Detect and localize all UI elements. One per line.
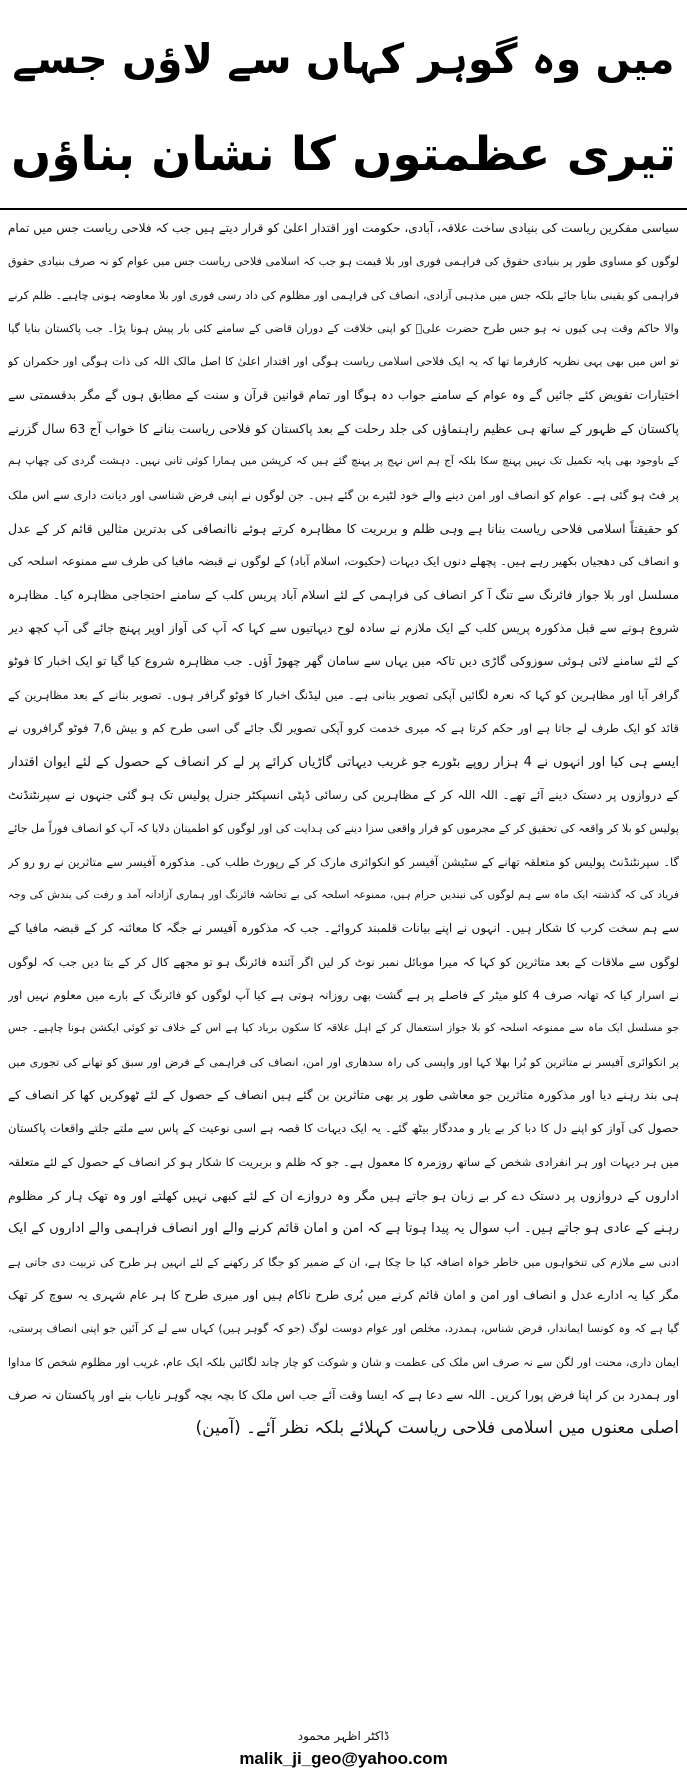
article-line: اداروں کے دروازوں پر دستک دے کر بے زبان ہو جاتے ہیں مگر وہ دروازے ان کے لئے کبھی نہیں کھلتے اور وہ تھک ہار کر مظلوم	[8, 1187, 679, 1203]
article-line: لوگوں سے ملاقات کے بعد متاثرین کو کہا کہ میرا موبائل نمبر نوٹ کر لیں اگر آئندہ فائرنگ ہو تو مجھے کال کر کے بتا دیں جب کہ لوگوں	[8, 954, 679, 969]
article-line: قائد کو ایک طرف لے جاتا ہے اور حکم کرتا ہے کہ میری خدمت کرو آپکی تصویر لگ جائے گی اسی طرح کم و بیش 7,6 فوٹو گرافروں نے	[8, 721, 679, 736]
headline-line-1: میں وہ گوہر کہاں سے لاؤں جسے	[12, 35, 675, 83]
article-line: کے لئے سامنے لائی ہوئی سوزوکی گاڑی دیں تاکہ میں یہاں سے سامان گھر چھوڑ آؤں۔ جب مظاہرہ شروع کیا گیا تو ایک اخبار کا فوٹو	[8, 654, 679, 669]
article-line: مسلسل اور بلا جواز فائرنگ سے تنگ آ کر انصاف کی فراہمی کے لئے اسلام آباد پریس کلب کے سامنے احتجاجی مظاہرہ کیا۔ مظاہرہ	[8, 587, 679, 602]
article-line: کو حقیقتاً اسلامی فلاحی ریاست بنانا ہے وہی ظلم و بربریت کا مظاہرہ کرتے ہوئے ناانصافی کی بدترین مثالیں قائم کر کے عدل	[8, 521, 679, 537]
article-line: گیا ہے کہ وہ کونسا ایماندار، فرض شناس، ہمدرد، مخلص اور عوام دوست لوگ (جو کہ گوہر ہیں) کہاں سے لے کر آئیں جو اپنی انصاف پرستی،	[8, 1322, 679, 1336]
author-email[interactable]: malik_ji_geo@yahoo.com	[239, 1749, 448, 1768]
article-line: میں ہر دیہات اور ہر انفرادی شخص کے ساتھ روزمرہ کا معمول ہے۔ جو کہ ظلم و بربریت کا شکار ہو کر انصاف کے حصول کے لئے متعلقہ	[8, 1154, 679, 1169]
article-line: و انصاف کی دھجیاں بکھیر رہے ہیں۔ پچھلے دنوں ایک دیہات (حکیوت، اسلام آباد) کے لوگوں نے قبضہ مافیا کی طرف سے ممنوعہ اسلحہ کی	[8, 554, 679, 569]
article-line: اختیارات تفویض کئے جائیں گے وہ عوام کے سامنے جواب دہ ہوگا اور تمام قوانین قرآن و سنت کے مطابق ہوں گے مگر بدقسمتی سے	[8, 387, 679, 402]
article-line: ادنی سے ملازم کی تنخواہوں میں خاطر خواہ اضافہ کیا جا چکا ہے، ان کے ضمیر کو جگا کر رکھنے کے لئے انہیں ہر طرح کی تربیت دی جاتی ہے	[8, 1255, 679, 1269]
article-line: کے دروازوں پر دستک دینے آئے تھے۔ اللہ اللہ کر کے مظاہرین کی رسائی ڈپٹی انسپکٹر جنرل پولیس تک ہو گئی جنہوں نے سپرنٹنڈنٹ	[8, 787, 679, 802]
headline-line-2: تیری عظمتوں کا نشان بناؤں	[11, 127, 676, 182]
article-line: تو اس میں بھی یہی نظریہ کارفرما تھا کہ یہ ایک فلاحی اسلامی ریاست ہوگی اور اقتدار اعلیٰ کا اصل مالک اللہ کی ذات ہوگی اور حکمران کو	[8, 355, 679, 369]
article-line: سے ہم سخت کرب کا شکار ہیں۔ انہوں نے اپنے بیانات قلمبند کروائے۔ جب کہ مذکورہ آفیسر نے جگہ کا معائنہ کر کے قبضہ مافیا کے	[8, 921, 679, 936]
article-line: لوگوں کو مساوی طور پر بنیادی حقوق کی فراہمی فوری اور بلا قیمت ہو جب کہ اسلامی فلاحی ریاست جس میں عوام کو نہ صرف بنیادی حقوق	[8, 255, 679, 269]
article-line: سیاسی مفکرین ریاست کی بنیادی ساخت علاقہ، آبادی، حکومت اور اقتدار اعلیٰ کو قرار دیتے ہیں جب کہ فلاحی ریاست جس میں تمام	[8, 221, 679, 235]
article-line: ہی بند رہنے دیا اور مذکورہ متاثرین جو معاشی طور پر بھی متاثرین بن گئے ہیں انصاف کے حصول کے لئے ٹھوکریں کھا کر انصاف کے	[8, 1087, 679, 1102]
article-line: گرافر آیا اور مظاہرین کو کہا کہ نعرہ لگائیں آپکی تصویر بنانی ہے۔ میں لیڈنگ اخبار کا فوٹو گرافر ہوں۔ تصویر بنانے کے بعد مظاہرین کے	[8, 687, 679, 702]
article-line: جو مسلسل ایک ماہ سے ممنوعہ اسلحہ کو بلا جواز استعمال کر کے اہل علاقہ کا سکون برباد کیا ہے اس کے خلاف تو کوئی ایکشن ہونا چاہیے۔ جس	[8, 1022, 679, 1035]
article-line: ایسے ہی کیا اور انہوں نے 4 ہزار روپے بٹورے جو غریب دیہاتی گاڑیاں کرائے پر لے کر انصاف کے حصول کے لئے ایوان اقتدار	[8, 754, 679, 770]
article-line: نے اسرار کیا کہ تھانہ صرف 4 کلو میٹر کے فاصلے پر ہے گشت بھی روزانہ ہوتی ہے کیا آپ لوگوں کو فائرنگ کے بارے میں معلوم نہیں اور	[8, 987, 679, 1002]
article-line: اصلی معنوں میں اسلامی فلاحی ریاست کہلائے بلکہ نظر آئے۔ (آمین)	[195, 1418, 679, 1439]
article-line: گا۔ سپرنٹنڈنٹ پولیس کو متعلقہ تھانے کے سٹیشن آفیسر کو انکوائری مارک کر کے رپورٹ طلب کی۔ مذکورہ آفیسر سے متاثرین نے رو رو کر	[8, 854, 679, 869]
article-line: والا حاکم وقت ہی کیوں نہ ہو جس طرح حضرت علیؓ کو اپنی خلافت کے دوران قاضی کے سامنے کئی بار پیش ہونا پڑا۔ جب پاکستان بنایا گیا	[8, 322, 679, 336]
article-body	[8, 212, 679, 1446]
article-line: شروع ہونے سے قبل مذکورہ پریس کلب کے ایک ملازم نے سادہ لوح دیہاتیوں سے کہا کہ آپ کی آواز اوپر پہنچ جائے گی آپ کچھ دیر	[8, 621, 679, 636]
article-line: اور ہمدرد بن کر اپنا فرض پورا کریں۔ اللہ سے دعا ہے کہ ایسا وقت آئے جب اس ملک کا بچہ بچہ گوہر نایاب بنے اور پاکستان نہ صرف	[8, 1388, 679, 1403]
article-line: ایمان داری، محنت اور لگن سے نہ صرف اس ملک کی عظمت و شان و شوکت کو چار چاند لگائیں بلکہ ایک عام، غریب اور مظلوم شخص کا مداوا	[8, 1355, 679, 1369]
article-line: رہنے کے عادی ہو جاتے ہیں۔ اب سوال یہ پیدا ہوتا ہے کہ امن و امان قائم کرنے والے اور انصاف فراہمی والے اداروں کے ایک	[8, 1221, 679, 1237]
headline-divider	[0, 208, 687, 210]
article-line: مگر کیا یہ ادارے عدل و انصاف اور امن و امان قائم کرنے میں بُری طرح ناکام ہیں اور میری طرح کا ہر عام شہری یہ سوچ کر تھک	[8, 1288, 679, 1302]
article-line: پر انکوائری آفیسر نے متاثرین کو بُرا بھلا کہا اور واپسی کی راہ سدھاری اور امن، انصاف کی فراہمی کے فرض اور سبق کو تھانے کی تجوری میں	[8, 1055, 679, 1069]
article-line: حصول کی آواز کو اپنے دل کا دبا کر بے یار و مددگار بیٹھ گئے۔ یہ ایک دیہات کا قصہ ہے اسی نوعیت کے پاس سے ملتے جلتے واقعات پاکستان	[8, 1121, 679, 1136]
author-name: ڈاکٹر اظہر محمود	[297, 1729, 390, 1743]
article-line: پاکستان کے ظہور کے ساتھ ہی عظیم راہنماؤں کی جلد رحلت کے بعد پاکستان کو فلاحی ریاست بنانے کا خواب آج 63 سال گزرنے	[8, 421, 679, 437]
article-line: کے باوجود بھی پایہ تکمیل تک نہیں پہنچ سکا بلکہ آج ہم اس نہج پر پہنچ گئے ہیں کہ کرپشن میں ہمارا کوئی ثانی نہیں۔ دہشت گردی کی چھاپ ہم	[8, 455, 679, 468]
article-line: پولیس کو بلا کر واقعہ کی تحقیق کر کے مجرموں کو قرار واقعی سزا دینے کی ہدایت کی اور لوگوں کو اطمینان دلایا کہ آپ کو انصاف فوراً مل جائے	[8, 822, 679, 836]
article-line: فریاد کی کہ گذشتہ ایک ماہ سے ہم لوگوں کی نیندیں حرام ہیں، ممنوعہ اسلحہ کی بے تحاشہ فائرنگ اور ہماری آزادانہ آمد و رفت کی بندش کی وجہ	[8, 888, 679, 901]
article-line: فراہمی کو یقینی بنایا جائے بلکہ جس میں مذہبی آزادی، انصاف کی فراہمی اور مظلوم کی داد رسی فوری اور بلا معاوضہ ہونی چاہیے۔ ظلم کرنے	[8, 288, 679, 302]
article-line: پر فٹ ہو گئی ہے۔ عوام کو انصاف اور امن دینے والے خود لٹیرے بن گئے ہیں۔ جن لوگوں نے اپنی فرض شناسی اور دیانت داری سے اس ملک	[8, 487, 679, 502]
